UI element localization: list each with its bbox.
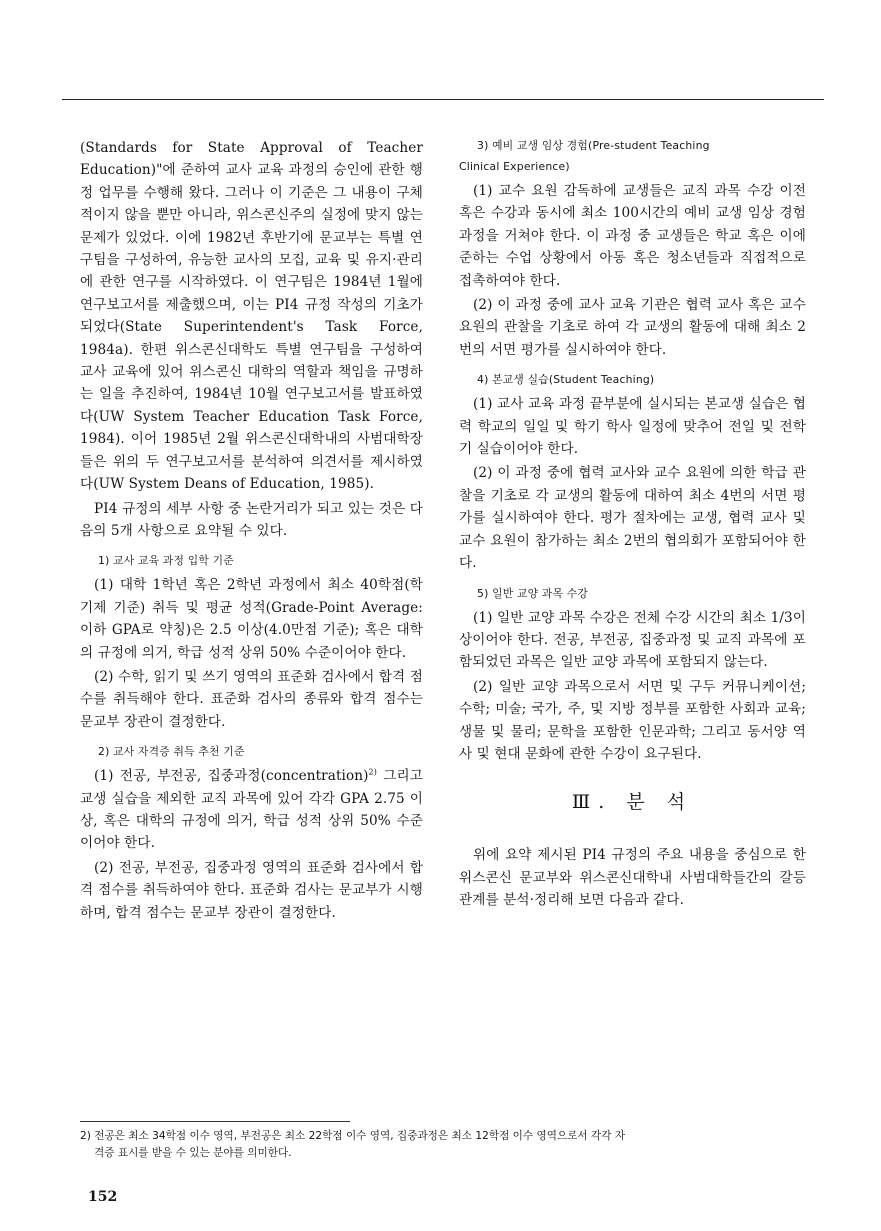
footnote-marker: 2) [368,767,377,777]
subsection-heading: 4) 본교생 실습(Student Teaching) [477,373,655,387]
footnote-line: 격증 표시를 받을 수 있는 분야를 의미한다. [94,1147,292,1159]
paragraph: PI4 규정의 세부 사항 중 논란거리가 되고 있는 것은 다음의 5개 사항으로 요약될 수 있다. [80,500,423,539]
paragraph: (1) 교수 요원 감독하에 교생들은 교직 과목 수강 이전 혹은 수강과 동시에 최소 100시간의 예비 교생 임상 경험 과정을 거쳐야 한다. 이 과정 중 교생들은 학교 혹은 이에 준하는 수업 상황에서 아동 혹은 청소년들과 직접적으로 접촉하여야 한다. [459,183,806,289]
paragraph: (2) 수학, 읽기 및 쓰기 영역의 표준화 검사에서 합격 점수를 취득해야 한다. 표준화 검사의 종류와 합격 점수는 문교부 장관이 결정한다. [80,668,423,730]
footnote-rule [80,1121,350,1122]
section-title: Ⅲ. 분 석 [571,791,694,814]
subsection-heading: 5) 일반 교양 과목 수강 [477,586,589,600]
page-number: 152 [88,1189,118,1205]
subsection-heading: 1) 교사 교육 과정 입학 기준 [98,554,234,568]
footnote [80,1128,810,1162]
paragraph: (1) 교사 교육 과정 끝부분에 실시되는 본교생 실습은 협력 학교의 일일 및 학기 학사 일정에 맞추어 전일 및 전학기 실습이어야 한다. [459,396,806,458]
subsection-heading: 2) 교사 자격증 취득 추천 기준 [98,745,245,759]
right-column [459,137,806,914]
paragraph: (Standards for State Approval of Teacher Education)"에 준하여 교사 교육 과정의 승인에 관한 행정 업무를 수행해 왔다. 그러나 이 기준은 그 내용이 구체적이지 않을 뿐만 아니라, 위스콘신주의 실정에 맞지 않는 문제가 있었다. 이에 1982년 후반기에 문교부는 특별 연구팀을 구성하여, 유능한 교사의 모집, 교육 및 유지·관리에 관한 연구를 시작하였다. 이 연구팀은 1984년 1월에 연구보고서를 제출했으며, 이는 PI4 규정 작성의 기초가 되었다(State Superintendent's Task Force, 1984a). 한편 위스콘신대학도 특별 연구팀을 구성하여 교사 교육에 있어 위스콘신 대학의 역할과 책임을 규명하는 일을 추진하여, 1984년 10월 연구보고서를 발표하였다(UW System Teacher Education Task Force, 1984). 이어 1985년 2월 위스콘신대학내의 사범대학장들은 위의 두 연구보고서를 분석하여 의견서를 제시하였다(UW System Deans of Education, 1985). [80,140,423,493]
subsection-heading-text: Clinical Experience) [459,160,570,173]
paragraph: (2) 이 과정 중에 교사 교육 기관은 협력 교사 혹은 교수 요원의 관찰을 기초로 하여 각 교생의 활동에 대해 최소 2번의 서면 평가를 실시하여야 한다. [459,297,806,358]
paragraph [80,765,423,855]
paragraph: (2) 일반 교양 과목으로서 서면 및 구두 커뮤니케이션; 수학; 미술; 국가, 주, 및 지방 정부를 포함한 사회과 교육; 생물 및 물리; 문학을 포함한 인문과학; 그리고 동서양 역사 및 현대 문화에 관한 수강이 요구된다. [459,678,806,762]
subsection-heading [459,137,806,176]
paragraph-text: (1) 전공, 부전공, 집중과정(concentration) [94,768,369,785]
paragraph: (1) 일반 교양 과목 수강은 전체 수강 시간의 최소 1/3이상이어야 한다. 전공, 부전공, 집중과정 및 교직 과목에 포함되었던 과목은 일반 교양 과목에 포함되지 않는다. [459,609,806,671]
footnote-line: 2) 전공은 최소 34학점 이수 영역, 부전공은 최소 22학점 이수 영역, 집중과정은 최소 12학점 이수 영역으로서 각각 자 [80,1130,626,1142]
header-rule [62,99,824,100]
paragraph: 위에 요약 제시된 PI4 규정의 주요 내용을 중심으로 한 위스콘신 문교부와 위스콘신대학내 사범대학들간의 갈등 관계를 분석·정리해 보면 다음과 같다. [459,847,806,909]
paragraph: (2) 전공, 부전공, 집중과정 영역의 표준화 검사에서 합격 점수를 취득하여야 한다. 표준화 검사는 문교부가 시행하며, 합격 점수는 문교부 장관이 결정한다. [80,859,423,921]
left-column [80,137,423,926]
paragraph: (1) 대학 1학년 혹은 2학년 과정에서 최소 40학점(학기제 기준) 취득 및 평균 성적(Grade-Point Average: 이하 GPA로 약칭)은 2.5 이상(4.0만점 기준); 혹은 대학의 규정에 의거, 학급 성적 상위 50% 수준이어야 한다. [80,577,423,661]
subsection-heading-text: 3) 예비 교생 임상 경험(Pre-student Teaching [477,139,710,152]
paragraph: (2) 이 과정 중에 협력 교사와 교수 요원에 의한 학급 관찰을 기초로 각 교생의 활동에 대하여 최소 4번의 서면 평가를 실시하여야 한다. 평가 절차에는 교생, 협력 교사 및 교수 요원이 참가하는 최소 2번의 협의회가 포함되어야 한다. [459,465,806,572]
paragraph-text: 그리고 교생 실습을 제외한 교직 과목에 있어 각각 GPA 2.75 이상, 혹은 대학의 규정에 의거, 학급 성적 상위 50% 수준이어야 한다. [80,768,423,852]
